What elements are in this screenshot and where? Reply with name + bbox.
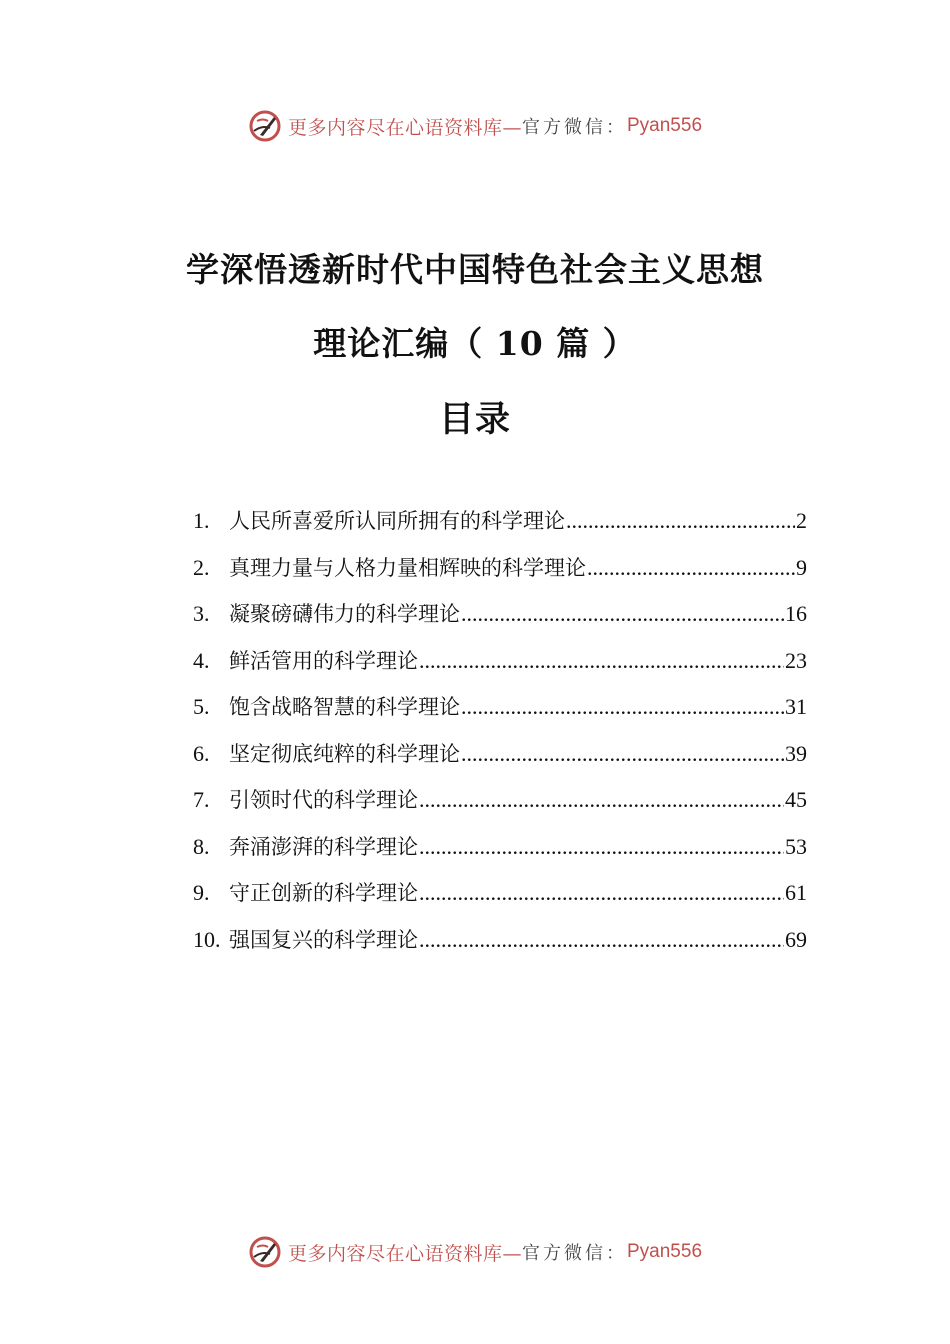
toc-entry-number: 1. bbox=[193, 508, 210, 533]
toc-entry-number: 6. bbox=[193, 740, 210, 766]
toc-entry-number: 2. bbox=[193, 554, 210, 580]
toc-entry-title: 引领时代的科学理论 bbox=[229, 788, 418, 812]
toc-entry-number: 4. bbox=[193, 647, 210, 673]
toc-leader-dots bbox=[566, 508, 795, 534]
toc-entry-7[interactable] bbox=[193, 784, 807, 831]
toc-entry-page: 39 bbox=[785, 740, 807, 766]
toc-heading: 目录 bbox=[438, 399, 511, 440]
toc-entry-1[interactable] bbox=[193, 505, 807, 552]
toc-entry-2[interactable] bbox=[193, 552, 807, 599]
toc-entry-page: 2 bbox=[796, 508, 807, 533]
toc-entry-page: 53 bbox=[785, 833, 807, 859]
toc-entry-title: 奔涌澎湃的科学理论 bbox=[229, 834, 418, 859]
toc-entry-title: 守正创新的科学理论 bbox=[229, 881, 418, 905]
table-of-contents bbox=[193, 505, 807, 970]
toc-leader-dots bbox=[461, 694, 784, 720]
document-subtitle: 理论汇编（ 10 篇 ） bbox=[313, 324, 637, 363]
toc-entry-page: 45 bbox=[785, 787, 807, 812]
banner-text: 更多内容尽在心语资料库— bbox=[287, 1242, 522, 1265]
toc-entry-title: 人民所喜爱所认同所拥有的科学理论 bbox=[229, 509, 565, 533]
toc-entry-title: 鲜活管用的科学理论 bbox=[229, 648, 418, 673]
toc-leader-dots bbox=[419, 834, 784, 860]
toc-entry-6[interactable] bbox=[193, 738, 807, 785]
pen-logo-icon bbox=[248, 1235, 282, 1269]
toc-entry-page: 16 bbox=[785, 601, 807, 626]
toc-leader-dots bbox=[419, 648, 784, 674]
toc-entry-title: 饱含战略智慧的科学理论 bbox=[229, 695, 460, 719]
banner-wechat-label: 官方微信： bbox=[522, 1243, 627, 1264]
pen-logo-icon bbox=[248, 109, 282, 143]
toc-entry-title: 坚定彻底纯粹的科学理论 bbox=[229, 741, 460, 766]
banner-wechat-id: Pyan556 bbox=[627, 115, 703, 136]
toc-entry-10[interactable] bbox=[193, 924, 807, 971]
toc-entry-page: 31 bbox=[785, 694, 807, 719]
toc-leader-dots bbox=[419, 927, 784, 953]
toc-entry-number: 10. bbox=[193, 926, 221, 952]
footer-banner bbox=[0, 1232, 950, 1272]
toc-entry-title: 真理力量与人格力量相辉映的科学理论 bbox=[229, 555, 586, 580]
toc-leader-dots bbox=[419, 787, 784, 813]
toc-entry-page: 69 bbox=[785, 926, 807, 952]
toc-entry-number: 7. bbox=[193, 787, 210, 812]
toc-leader-dots bbox=[587, 555, 795, 581]
document-title: 学深悟透新时代中国特色社会主义思想 bbox=[186, 250, 764, 289]
toc-entry-number: 5. bbox=[193, 694, 210, 719]
toc-entry-title: 强国复兴的科学理论 bbox=[229, 927, 418, 952]
toc-entry-page: 9 bbox=[796, 554, 807, 580]
toc-leader-dots bbox=[461, 601, 784, 627]
toc-leader-dots bbox=[461, 741, 784, 767]
toc-entry-number: 3. bbox=[193, 601, 210, 626]
toc-entry-4[interactable] bbox=[193, 645, 807, 692]
toc-entry-page: 23 bbox=[785, 647, 807, 673]
toc-leader-dots bbox=[419, 880, 784, 906]
toc-entry-number: 9. bbox=[193, 880, 210, 905]
toc-entry-page: 61 bbox=[785, 880, 807, 905]
banner-wechat-label: 官方微信： bbox=[522, 117, 627, 138]
toc-entry-number: 8. bbox=[193, 833, 210, 859]
toc-entry-8[interactable] bbox=[193, 831, 807, 878]
toc-entry-5[interactable] bbox=[193, 691, 807, 738]
toc-entry-title: 凝聚磅礴伟力的科学理论 bbox=[229, 602, 460, 626]
banner-wechat-id: Pyan556 bbox=[627, 1241, 703, 1262]
toc-entry-9[interactable] bbox=[193, 877, 807, 924]
banner-text: 更多内容尽在心语资料库— bbox=[287, 116, 522, 139]
toc-entry-3[interactable] bbox=[193, 598, 807, 645]
header-banner bbox=[0, 106, 950, 146]
